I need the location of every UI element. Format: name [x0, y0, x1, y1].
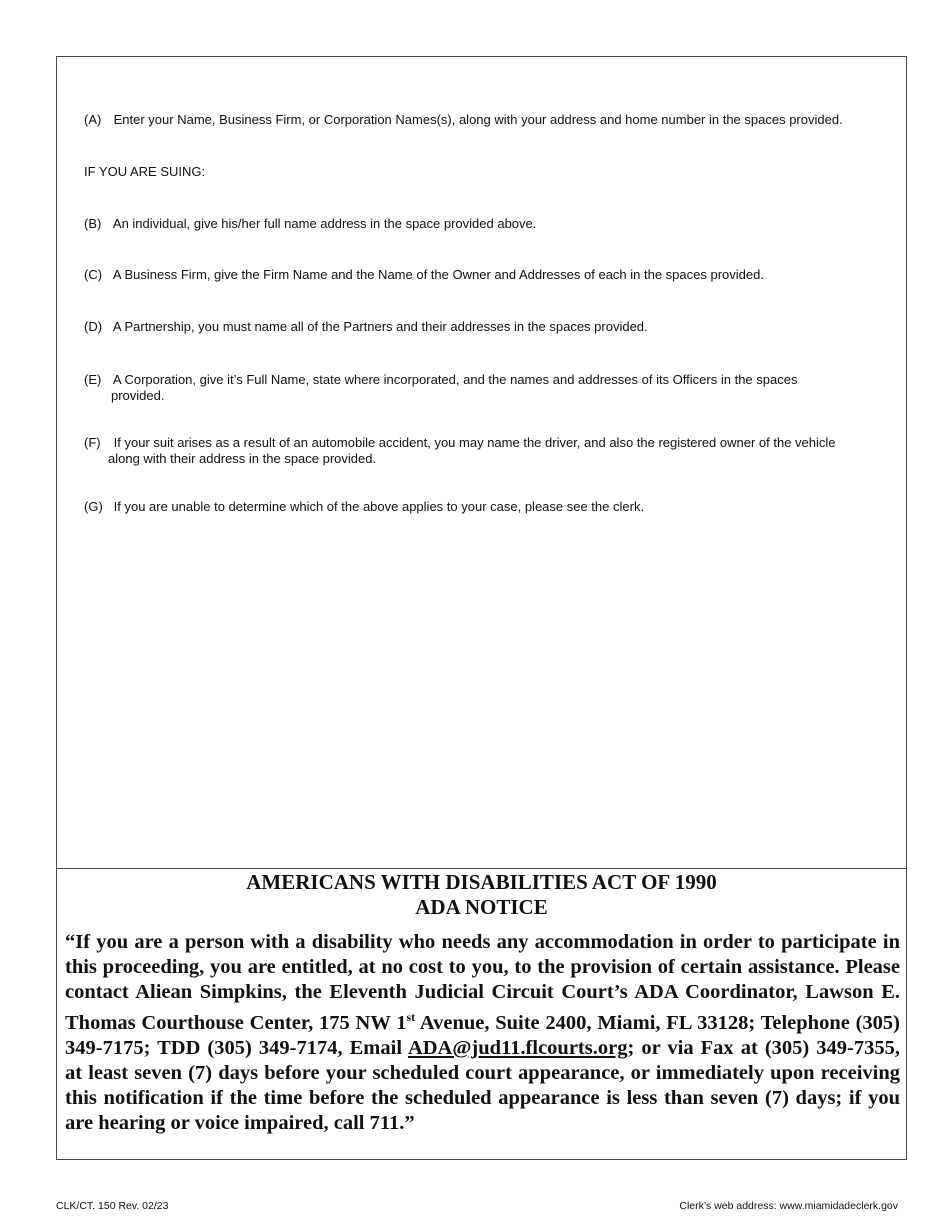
instruction-label: (A)	[84, 112, 102, 127]
ada-subtitle: ADA NOTICE	[415, 895, 548, 919]
instruction-text: An individual, give his/her full name address in the space provided above.	[112, 216, 537, 231]
ada-notice-section	[57, 870, 906, 1134]
clerk-web-address: Clerk’s web address: www.miamidadeclerk.gov	[679, 1200, 898, 1212]
instruction-a	[84, 112, 894, 128]
instruction-text: If your suit arises as a result of an automobile accident, you may name the driver, and also the registered owner of the vehicle	[113, 435, 836, 450]
instruction-e	[84, 372, 894, 404]
instruction-label: (E)	[84, 372, 102, 387]
ada-body-superscript: st	[406, 1010, 416, 1024]
instruction-text-continued: provided.	[111, 388, 165, 403]
instruction-text-continued: along with their address in the space provided.	[108, 451, 377, 466]
form-number: CLK/CT. 150 Rev. 02/23	[56, 1200, 169, 1212]
instruction-c	[84, 267, 894, 283]
ada-title: AMERICANS WITH DISABILITIES ACT OF 1990	[246, 870, 717, 894]
instruction-text: Enter your Name, Business Firm, or Corporation Names(s), along with your address and home number in the spaces provided.	[113, 112, 843, 127]
ada-notice-body	[65, 930, 900, 1136]
instruction-label: (F)	[84, 435, 101, 450]
ada-body-text: Avenue, Suite 2400, Miami, FL 33128; Telephone (305) 349-7175; TDD (305) 349-7174, Email	[65, 1011, 900, 1059]
instruction-text: A Partnership, you must name all of the Partners and their addresses in the spaces provided.	[112, 319, 648, 334]
instruction-label: (B)	[84, 216, 102, 231]
suing-heading: IF YOU ARE SUING:	[84, 164, 206, 179]
instruction-label: (G)	[84, 499, 103, 514]
ada-body-text: ; or via Fax at (305) 349-7355, at least seven (7) days before your scheduled court appearance, or immediately upon receiving this notification if the time before the scheduled appearance is less than seven (7) days; if you are hearing or voice impaired, call 711.”	[65, 1036, 900, 1134]
instruction-text: A Business Firm, give the Firm Name and the Name of the Owner and Addresses of each in the spaces provided.	[112, 267, 764, 282]
instruction-f	[84, 435, 894, 467]
instruction-text: A Corporation, give it’s Full Name, state where incorporated, and the names and addresses of its Officers in the spaces	[112, 372, 798, 387]
instruction-b	[84, 216, 894, 232]
ada-body-text: “If you are a person with a disability who needs any accommodation in order to participate in this proceeding, you are entitled, at no cost to you, to the provision of certain assistance. Please contact Aliean Simpkins, the Eleventh Judicial Circuit Court’s ADA Coordinator, Lawson E. Thomas Courthouse Center, 175 NW 1	[65, 931, 900, 1034]
instruction-label: (D)	[84, 319, 103, 334]
form-frame	[56, 56, 907, 1160]
instruction-text: If you are unable to determine which of the above applies to your case, please see the clerk.	[113, 499, 645, 514]
instruction-d	[84, 319, 894, 335]
instruction-g	[84, 499, 894, 515]
instructions-section	[57, 57, 906, 869]
ada-email-link[interactable]: ADA@jud11.flcourts.org	[407, 1036, 628, 1059]
instruction-label: (C)	[84, 267, 103, 282]
